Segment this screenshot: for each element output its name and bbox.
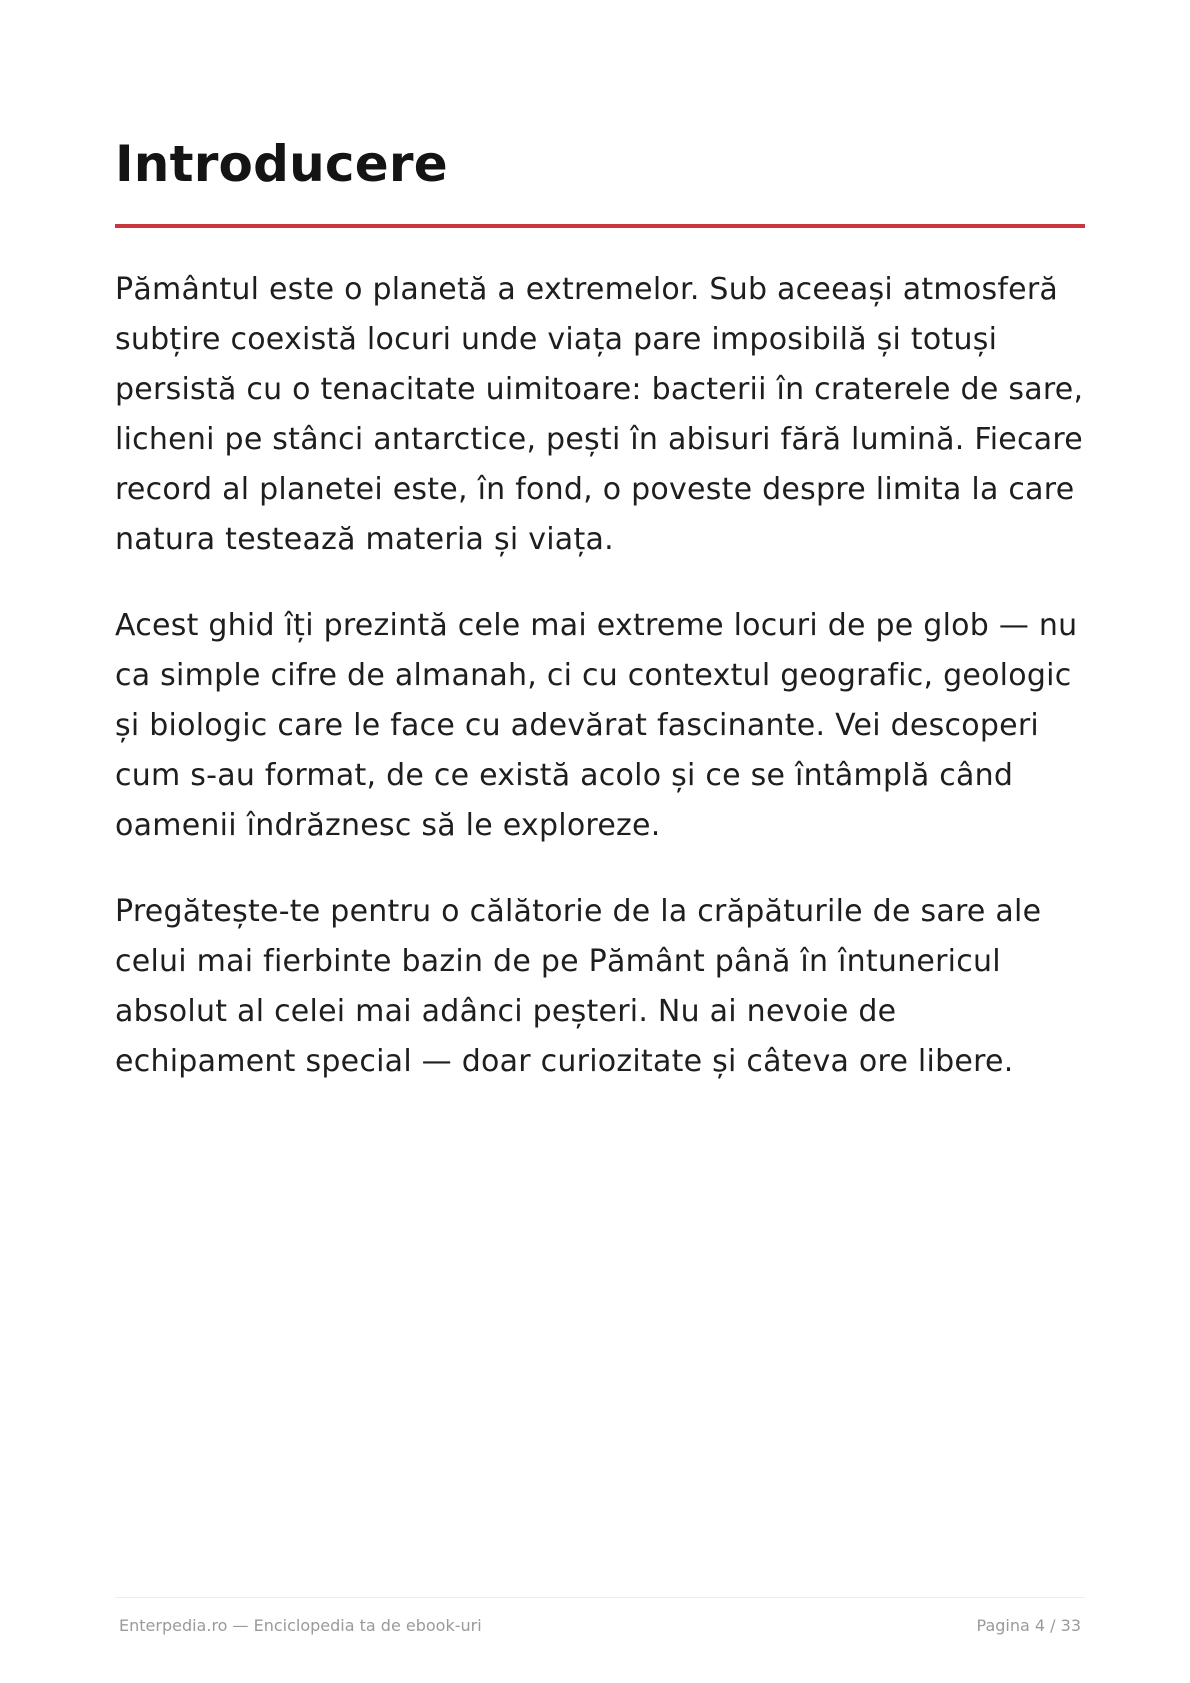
paragraph-guide: Acest ghid îți prezintă cele mai extreme locuri de pe glob — nu ca simple cifre de almanah, ci cu contextul geografic, geologic și biologic care le face cu adevărat fascinante. Vei descoperi cum s-au format, de ce există acolo și ce se întâmplă când oamenii îndrăznesc să le exploreze.: [115, 608, 1078, 843]
page-title: Introducere: [115, 135, 448, 193]
page-content: [115, 128, 1085, 1087]
paragraph-journey: Pregătește-te pentru o călătorie de la crăpăturile de sare ale celui mai fierbinte bazin de pe Pământ până în întunericul absolut al celei mai adânci peșteri. Nu ai nevoie de echipament special — doar curiozitate și câteva ore libere.: [115, 894, 1042, 1079]
paragraph-intro: Pământul este o planetă a extremelor. Sub aceeași atmosferă subțire coexistă locuri unde viața pare imposibilă și totuși persistă cu o tenacitate uimitoare: bacterii în craterele de sare, licheni pe stânci antarctice, pești în abisuri fără lumină. Fiecare record al planetei este, în fond, o poveste despre limita la care natura testează materia și viața.: [115, 272, 1084, 557]
footer-site-name: Enterpedia.ro — Enciclopedia ta de ebook-uri: [119, 1616, 482, 1635]
title-divider: [115, 224, 1085, 228]
footer-page-number: Pagina 4 / 33: [976, 1616, 1081, 1635]
page-footer: [115, 1597, 1085, 1635]
